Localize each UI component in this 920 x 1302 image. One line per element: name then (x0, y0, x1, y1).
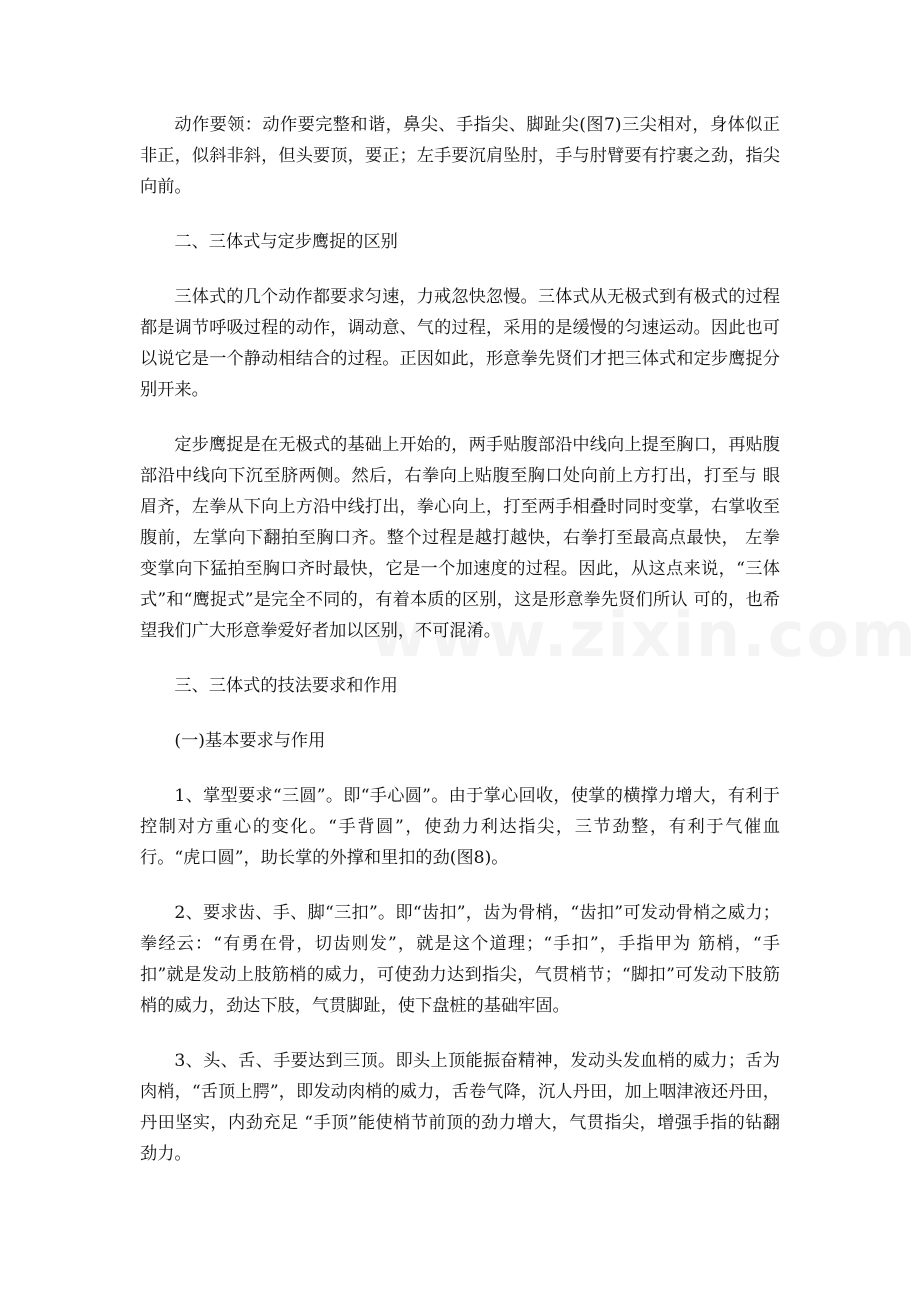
paragraph-eagle-grasp: 定步鹰捉是在无极式的基础上开始的，两手贴腹部沿中线向上提至胸口，再贴腹部沿中线向下沉至脐两侧。然后，右拳向上贴腹至胸口处向前上方打出，打至与 眼眉齐，左拳从下向上方沿中线打出，拳心向上，打至两手相叠时同时变掌，右掌收至腹前，左掌向下翻拍至胸口齐。整个过程是越打越快，右拳打至最高点最快， 左拳变掌向下猛拍至胸口齐时最快，它是一个加速度的过程。因此，从这点来说，“三体式”和“鹰捉式”是完全不同的，有着本质的区别，这是形意拳先贤们所认 可的，也希望我们广大形意拳爱好者加以区别，不可混淆。 (140, 435, 780, 641)
paragraph-three-rounds: 1、掌型要求“三圆”。即“手心圆”。由于掌心回收，使掌的横撑力增大，有利于控制对方重心的变化。“手背圆”，使劲力利达指尖，三节劲整，有利于气催血行。“虎口圆”，助长掌的外撑和里扣的劲(图8)。 (140, 786, 780, 868)
section-heading-2: 二、三体式与定步鹰捉的区别 (174, 232, 398, 252)
section-heading-3: 三、三体式的技法要求和作用 (174, 676, 398, 696)
paragraph-three-clasps: 2、要求齿、手、脚“三扣”。即“齿扣”，齿为骨梢，“齿扣”可发动骨梢之威力；拳经云：“有勇在骨，切齿则发”，就是这个道理；“手扣”，手指甲为 筋梢，“手扣”就是发动上肢筋梢的威力，可使劲力达到指尖，气贯梢节；“脚扣”可发动下肢筋梢的威力，劲达下肢，气贯脚趾，使下盘桩的基础牢固。 (140, 903, 780, 1016)
paragraph-three-pushes: 3、头、舌、手要达到三顶。即头上顶能振奋精神，发动头发血梢的威力；舌为肉梢，“舌顶上腭”，即发动肉梢的威力，舌卷气降，沉人丹田，加上咽津液还丹田，丹田坚实，内劲充足 “手顶”能使梢节前顶的劲力增大，气贯指尖，增强手指的钻翻劲力。 (140, 1051, 780, 1164)
subsection-heading-1: (一)基本要求与作用 (174, 731, 326, 751)
paragraph-action-essentials: 动作要领：动作要完整和谐，鼻尖、手指尖、脚趾尖(图7)三尖相对，身体似正非正，似斜非斜，但头要顶，要正；左手要沉肩坠肘，手与肘臂要有拧裹之劲，指尖向前。 (140, 115, 780, 197)
paragraph-santi-uniform-speed: 三体式的几个动作都要求匀速，力戒忽快忽慢。三体式从无极式到有极式的过程都是调节呼吸过程的动作，调动意、气的过程，采用的是缓慢的匀速运动。因此也可以说它是一个静动相结合的过程。正因如此，形意拳先贤们才把三体式和定步鹰捉分别开来。 (140, 287, 780, 400)
document-body (140, 110, 780, 1194)
